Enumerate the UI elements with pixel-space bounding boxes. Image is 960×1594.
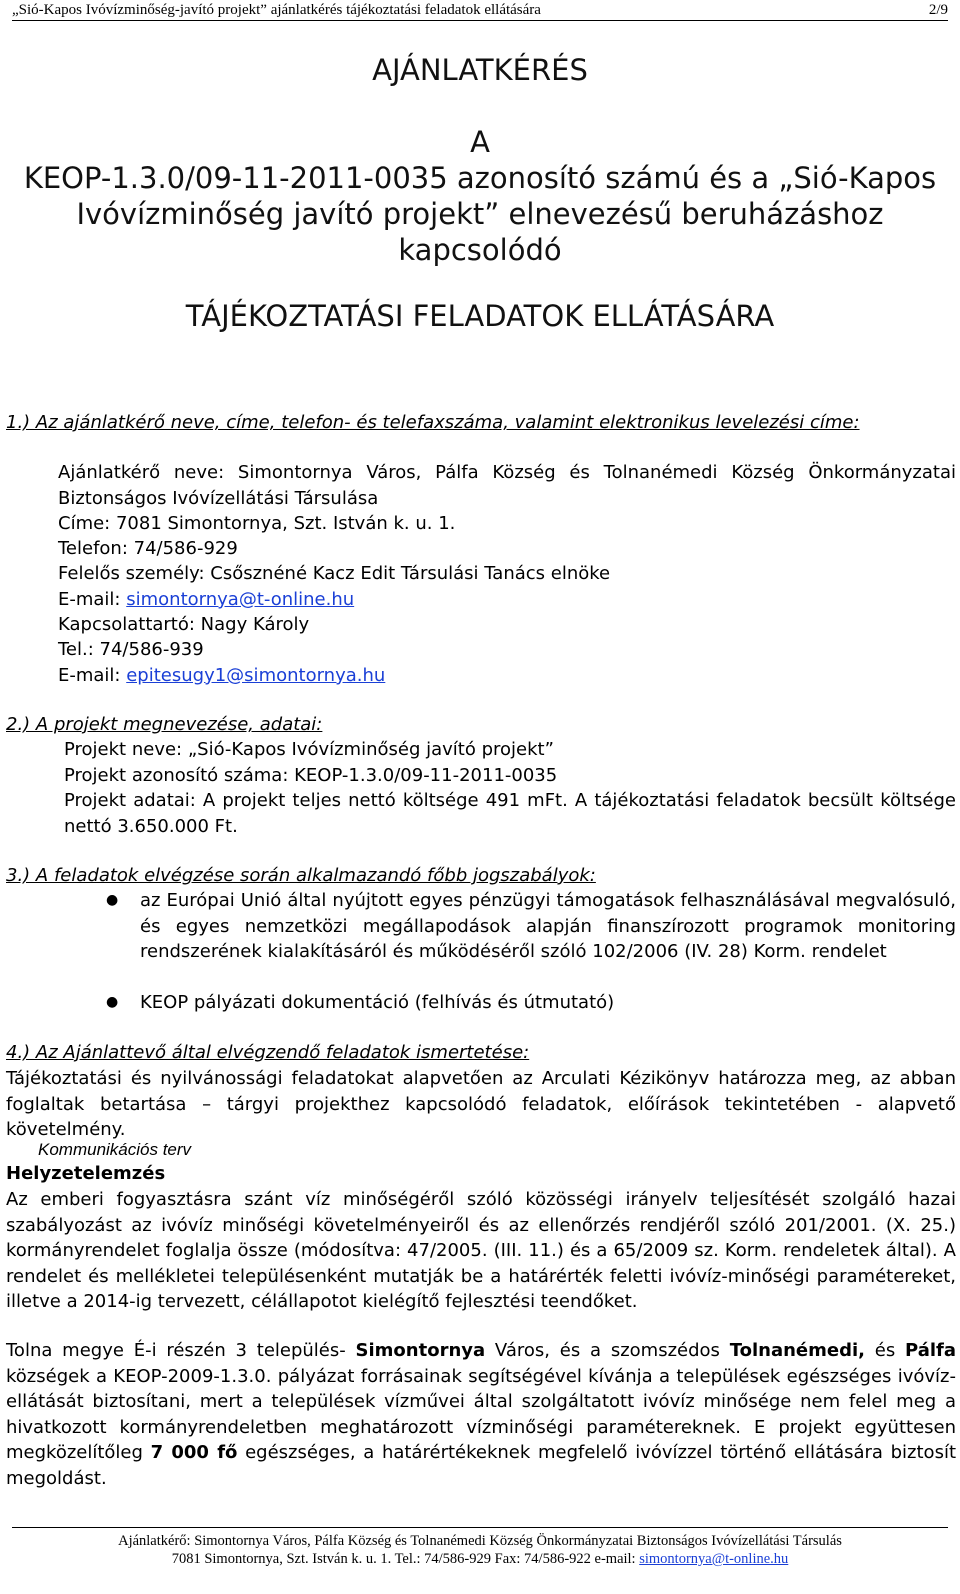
requester-name: Ajánlatkérő neve: Simontornya Város, Pálfa Község és Tolnanémedi Község Önkormányzatai Biztonságos Ivóvízellátási Társulása (58, 462, 956, 509)
situation-paragraph-2: Tolna megye É-i részén 3 település- Simontornya Város, és a szomszédos Tolnanémedi, és Pálfa községek a KEOP-2009-1.3.0. pályázat forrásainak segítségével kívánja a települések egészséges ivóvíz-ellátását biztosítani, mert a települések vízművei által szolgáltatott ivóvíz minősége nem felel meg a hivatkozott kormányrendeletben meghatározott vízminőségi paramétereknek. E projekt együttesen megközelítőleg 7 000 fő egészséges, a határértékeknek megfelelő ivóvízzel történő ellátására biztosít megoldást. (6, 1340, 957, 1489)
list-item: KEOP pályázati dokumentáció (felhívás és útmutató) (140, 992, 615, 1013)
contact-phone: Tel.: 74/586-939 (58, 639, 204, 660)
requester-phone: Telefon: 74/586-929 (58, 538, 238, 559)
email-link-1[interactable]: simontornya@t-online.hu (126, 589, 355, 610)
responsible-person: Felelős személy: Csősznéné Kacz Edit Társulási Tanács elnöke (58, 563, 611, 584)
footer-line-2: 7081 Simontornya, Szt. István k. u. 1. Tel.: 74/586-929 Fax: 74/586-922 e-mail: simontornya@t-online.hu (171, 1551, 789, 1567)
bullet-icon: ● (106, 994, 119, 1010)
doc-subtitle-project-id: KEOP-1.3.0/09-11-2011-0035 azonosító számú és a „Sió-Kapos (23, 161, 937, 195)
situation-analysis-title: Helyzetelemzés (6, 1163, 166, 1184)
section-1-heading: 1.) Az ajánlatkérő neve, címe, telefon- és telefaxszáma, valamint elektronikus levelezési címe: (6, 412, 860, 433)
doc-subtitle-a: A (470, 125, 490, 159)
list-item: az Európai Unió által nyújtott egyes pénzügyi támogatások felhasználásával megvalósuló, és egyes nemzetközi megállapodások alapján finanszírozott programok monitoring rendszerének kialakításáról és működéséről szóló 102/2006 (IV. 28) Korm. rendelet (140, 890, 956, 962)
situation-paragraph-1: Az emberi fogyasztásra szánt víz minőségéről szóló közösségi irányelv teljesítését szolgáló hazai szabályozást az ivóvíz minőségi követelményeiről és az ellenőrzés rendjéről szóló 201/2001. (X. 25.) kormányrendelet foglalja össze (módosítva: 47/2005. (III. 11.) és a 65/2009 sz. Korm. rendeletek által). A rendelet és mellékletei településenként mutatják be a határérték feletti ivóvíz-minőségi paramétereket, illetve a 2014-ig tervezett, célállapotot kielégítő fejlesztési teendőket. (6, 1189, 956, 1312)
doc-subtitle-project-name: Ivóvízminőség javító projekt” elnevezésű beruházáshoz (76, 197, 884, 231)
project-name: Projekt neve: „Sió-Kapos Ivóvízminőség javító projekt” (64, 739, 554, 760)
contact-person: Kapcsolattartó: Nagy Károly (58, 614, 310, 635)
doc-subtitle-related: kapcsolódó (398, 233, 562, 267)
doc-subtitle-tasks: TÁJÉKOZTATÁSI FELADATOK ELLÁTÁSÁRA (185, 299, 775, 333)
section-2-heading: 2.) A projekt megnevezése, adatai: (6, 714, 323, 735)
page-number: 2/9 (928, 2, 948, 18)
requester-address: Címe: 7081 Simontornya, Szt. István k. u. 1. (58, 513, 456, 534)
email-line-1: E-mail: simontornya@t-online.hu (58, 589, 355, 610)
page-footer (12, 1527, 948, 1568)
section-4-intro: Tájékoztatási és nyilvánossági feladatokat alapvetően az Arculati Kézikönyv határozza meg, az abban foglaltak betartása – tárgyi projekthez kapcsolódó feladatok, előírások tekintetében - alapvető követelmény. (6, 1068, 956, 1140)
page-header (12, 0, 948, 21)
communication-plan-label: Kommunikációs terv (38, 1140, 192, 1159)
email-link-2[interactable]: epitesugy1@simontornya.hu (126, 665, 386, 686)
footer-line-1: Ajánlatkérő: Simontornya Város, Pálfa Község és Tolnanémedi Község Önkormányzatai Biztonságos Ivóvízellátási Társulás (118, 1533, 842, 1549)
footer-email-link[interactable]: simontornya@t-online.hu (639, 1551, 789, 1567)
header-title: „Sió-Kapos Ivóvízminőség-javító projekt” ajánlatkérés tájékoztatási feladatok ellátására (12, 2, 541, 18)
section-3-heading: 3.) A feladatok elvégzése során alkalmazandó főbb jogszabályok: (6, 865, 596, 886)
project-id: Projekt azonosító száma: KEOP-1.3.0/09-11-2011-0035 (64, 765, 558, 786)
project-data: Projekt adatai: A projekt teljes nettó költsége 491 mFt. A tájékoztatási feladatok becsült költsége nettó 3.650.000 Ft. (64, 790, 956, 837)
email-line-2: E-mail: epitesugy1@simontornya.hu (58, 665, 386, 686)
section-4-heading: 4.) Az Ajánlattevő által elvégzendő feladatok ismertetése: (6, 1042, 530, 1063)
bullet-icon: ● (106, 892, 119, 908)
doc-title: AJÁNLATKÉRÉS (372, 53, 588, 87)
